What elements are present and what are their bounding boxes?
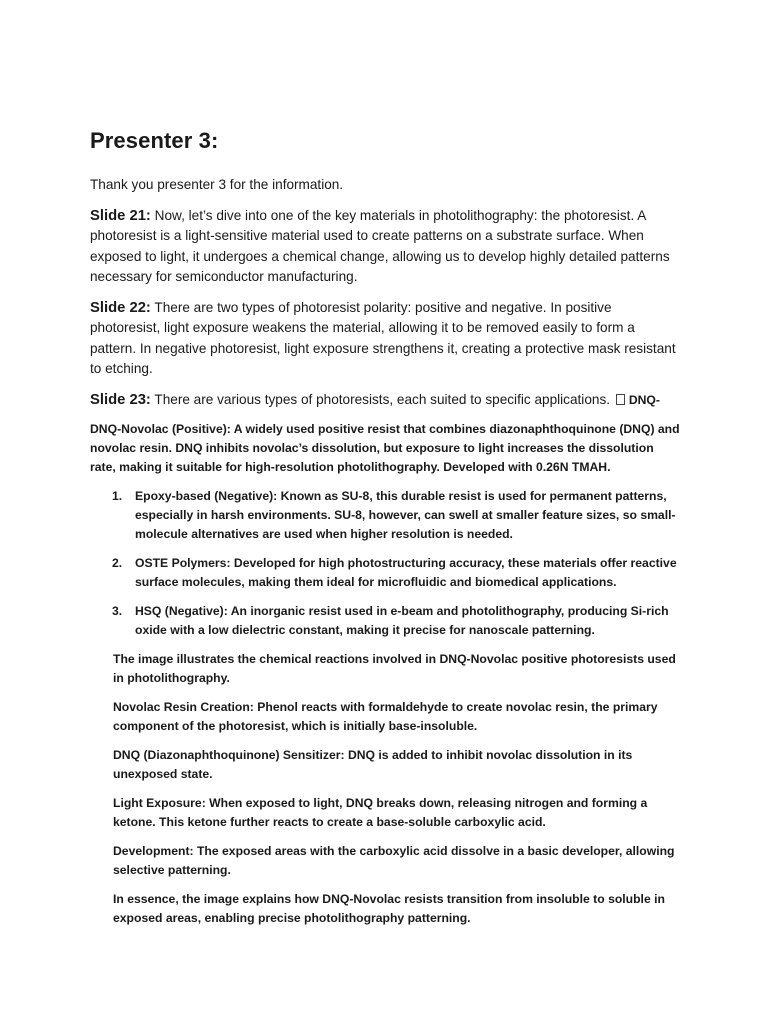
photoresist-list [90,487,680,640]
explanation-paragraph: Novolac Resin Creation: Phenol reacts with formaldehyde to create novolac resin, the primary component of the photoresist, which is initially base-insoluble. [113,700,658,733]
list-item-text: OSTE Polymers: Developed for high photostructuring accuracy, these materials offer reactive surface molecules, making them ideal for microfluidic and biomedical applications. [135,556,677,589]
slide-23-label: Slide 23: [90,391,151,408]
explanation-paragraph: Development: The exposed areas with the carboxylic acid dissolve in a basic developer, allowing selective patterning. [113,844,675,877]
list-item-text: HSQ (Negative): An inorganic resist used in e-beam and photolithography, producing Si-rich oxide with a low dielectric constant, making it precise for nanoscale patterning. [135,604,669,637]
explanation-paragraph: Light Exposure: When exposed to light, DNQ breaks down, releasing nitrogen and forming a ketone. This ketone further reacts to create a base-soluble carboxylic acid. [113,796,648,829]
page-heading: Presenter 3: [90,128,219,153]
slide-23-trailing: DNQ- [628,392,660,407]
slide-21-paragraph [90,206,680,288]
explanation-section [90,650,680,928]
explanation-paragraph: In essence, the image explains how DNQ-Novolac resists transition from insoluble to soluble in exposed areas, enabling precise photolithography patterning. [113,892,665,925]
document-page [90,122,680,938]
list-item [112,554,680,592]
slide-22-label: Slide 22: [90,299,151,316]
list-item-number: 2. [112,556,123,570]
slide-21-label: Slide 21: [90,207,151,224]
intro-paragraph: Thank you presenter 3 for the information. [90,177,344,192]
slide-23-text: There are various types of photoresists, each suited to specific applications. [150,391,611,407]
dnq-novolac-paragraph: DNQ-Novolac (Positive): A widely used positive resist that combines diazonaphthoquinone (DNQ) and novolac resin. DNQ inhibits novolac’s dissolution, but exposure to light increases the dissolution rate, making it suitable for high-resolution photolithography. Developed with 0.26N TMAH. [90,422,680,474]
explanation-paragraph: The image illustrates the chemical reactions involved in DNQ-Novolac positive photoresists used in photolithography. [113,652,676,685]
explanation-paragraph: DNQ (Diazonaphthoquinone) Sensitizer: DNQ is added to inhibit novolac dissolution in its unexposed state. [113,748,633,781]
slide-22-paragraph [90,298,680,380]
missing-glyph-icon [616,394,625,405]
slide-21-text: Now, let’s dive into one of the key materials in photolithography: the photoresist. A photoresist is a light-sensitive material used to create patterns on a substrate surface. When exposed to light, it undergoes a chemical change, allowing us to develop highly detailed patterns necessary for semiconductor manufacturing. [90,207,670,284]
list-item [112,602,680,640]
list-item-number: 3. [112,604,123,618]
slide-22-text: There are two types of photoresist polarity: positive and negative. In positive photoresist, light exposure weakens the material, allowing it to be removed easily to form a pattern. In negative photoresist, light exposure strengthens it, creating a protective mask resistant to etching. [90,299,676,376]
list-item-number: 1. [112,489,123,503]
list-item [112,487,680,544]
slide-23-paragraph [90,390,680,411]
list-item-text: Epoxy-based (Negative): Known as SU-8, this durable resist is used for permanent patterns, especially in harsh environments. SU-8, however, can swell at smaller feature sizes, so small-molecule alternatives are used when higher resolution is needed. [135,489,676,541]
